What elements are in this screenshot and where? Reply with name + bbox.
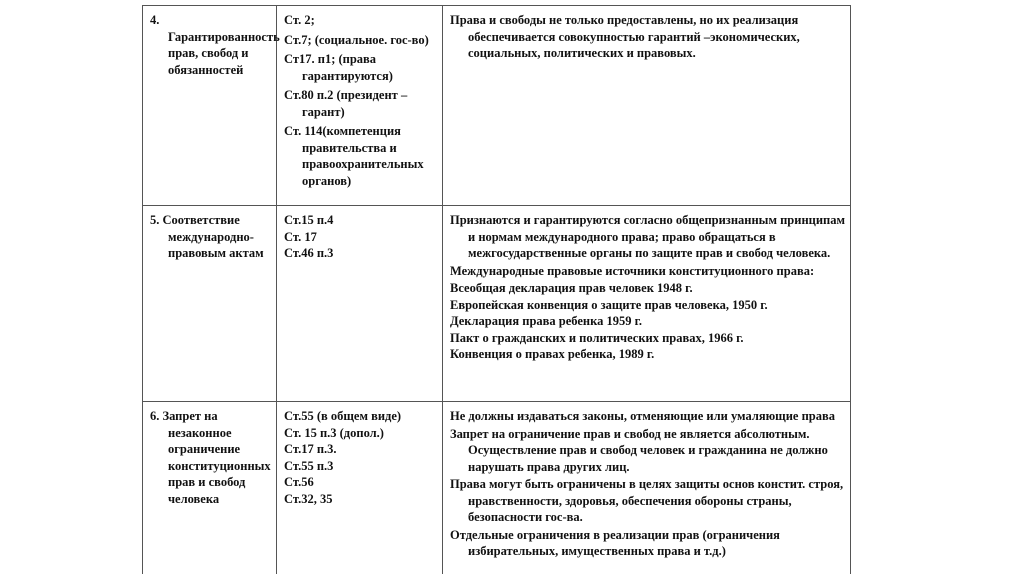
content-list-item: Пакт о гражданских и политических правах, 1966 г. xyxy=(450,330,744,345)
principle-cell xyxy=(143,206,277,402)
article-ref: Ст.80 п.2 (президент – гарант) xyxy=(284,88,408,119)
table-row-4 xyxy=(143,6,851,206)
principle-title: 6. Запрет на незаконное ограничение конституционных прав и свобод человека xyxy=(150,409,271,506)
article-ref: Ст.55 п.3 xyxy=(284,458,334,473)
content-list-item: Всеобщая декларация прав человек 1948 г. xyxy=(450,281,693,295)
content-cell xyxy=(443,402,851,574)
principle-cell xyxy=(143,402,277,574)
principle-title: 5. Соответствие международно-правовым актам xyxy=(150,213,264,260)
content-paragraph: Международные правовые источники конституционного права: xyxy=(450,263,815,278)
content-cell xyxy=(443,6,851,206)
principle-cell xyxy=(143,6,280,206)
article-ref: Ст.17 п.3. xyxy=(284,442,337,456)
table-row-5 xyxy=(143,206,851,402)
content-paragraph: Права могут быть ограничены в целях защиты основ констит. строя, нравственности, здоровья, обеспечения обороны страны, безопасности гос-ва. xyxy=(450,477,844,524)
article-ref: Ст.32, 35 xyxy=(284,491,333,506)
article-ref: Ст.56 xyxy=(284,475,314,489)
content-list-item: Европейская конвенция о защите прав человека, 1950 г. xyxy=(450,297,768,312)
content-cell xyxy=(443,206,851,402)
article-ref: Ст.7; (социальное. гос-во) xyxy=(284,32,429,47)
principle-title: 4. Гарантированность прав, свобод и обязанностей xyxy=(150,13,280,77)
principles-table xyxy=(142,5,851,574)
article-ref: Ст17. п1; (права гарантируются) xyxy=(284,52,393,83)
content-paragraph: Не должны издаваться законы, отменяющие или умаляющие права xyxy=(450,409,835,423)
content-list-item: Конвенция о правах ребенка, 1989 г. xyxy=(450,347,655,361)
content-paragraph: Запрет на ограничение прав и свобод не является абсолютным. Осуществление прав и свобод человек и гражданина не должно нарушать права других лиц. xyxy=(450,426,828,474)
content-paragraph: Права и свободы не только предоставлены, но их реализация обеспечивается совокупностью гарантий –экономических, социальных, политических и правовых. xyxy=(450,13,800,60)
article-ref: Ст. 2; xyxy=(284,13,315,27)
article-ref: Ст. 114(компетенция правительства и правоохранительных органов) xyxy=(284,124,424,188)
table-row-6 xyxy=(143,402,851,574)
article-ref: Ст. 15 п.3 (допол.) xyxy=(284,425,384,440)
content-paragraph: Отдельные ограничения в реализации прав (ограничения избирательных, имущественных права и т.д.) xyxy=(450,527,780,558)
document-page xyxy=(124,0,857,574)
content-list-item: Декларация права ребенка 1959 г. xyxy=(450,314,643,328)
articles-cell xyxy=(277,6,443,206)
articles-cell xyxy=(277,206,443,402)
article-ref: Ст. 17 xyxy=(284,229,317,244)
article-ref: Ст.46 п.3 xyxy=(284,246,334,260)
articles-cell xyxy=(277,402,443,574)
article-ref: Ст.55 (в общем виде) xyxy=(284,409,402,423)
article-ref: Ст.15 п.4 xyxy=(284,213,334,227)
content-paragraph: Признаются и гарантируются согласно общепризнанным принципам и нормам международного права; право обращаться в межгосударственные органы по защите прав и свобод человека. xyxy=(450,213,846,260)
